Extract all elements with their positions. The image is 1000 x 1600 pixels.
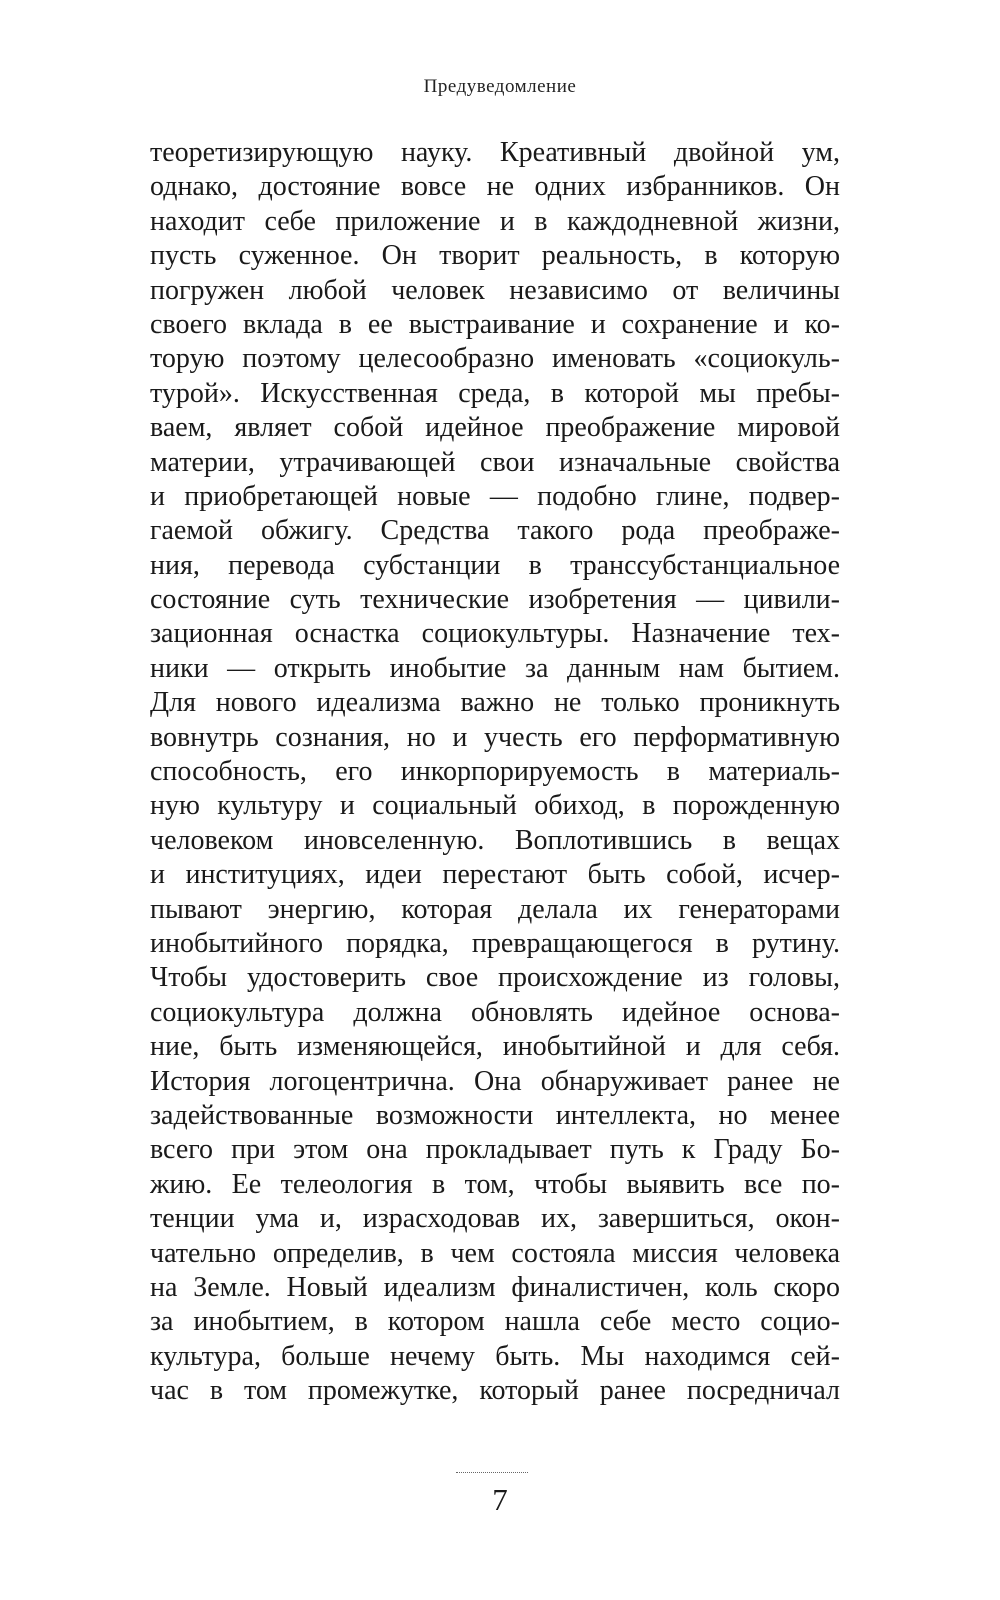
- text-line: час в том промежутке, который ранее посредничал: [150, 1375, 840, 1407]
- text-line: пусть суженное. Он творит реальность, в которую: [150, 240, 840, 272]
- page-number: 7: [492, 1482, 508, 1517]
- text-line: погружен любой человек независимо от величины: [150, 274, 840, 306]
- text-line: тенции ума и, израсходовав их, завершиться, окон-: [150, 1203, 840, 1235]
- text-line: культура, больше нечему быть. Мы находимся сей-: [150, 1340, 840, 1372]
- text-line: задействованные возможности интеллекта, но менее: [150, 1099, 840, 1131]
- text-line: ники — открыть инобытие за данным нам бытием.: [150, 652, 840, 684]
- text-line: История логоцентрична. Она обнаруживает ранее не: [150, 1065, 840, 1097]
- text-line: состояние суть технические изобретения — цивили-: [150, 584, 840, 616]
- running-header: Предуведомление: [423, 76, 577, 97]
- text-line: вовнутрь сознания, но и учесть его перформативную: [150, 721, 840, 753]
- text-line: ние, быть изменяющейся, инобытийной и для себя.: [150, 1031, 840, 1063]
- text-line: ную культуру и социальный обиход, в порожденную: [150, 790, 840, 822]
- text-line: зационная оснастка социокультуры. Назначение тех-: [150, 618, 840, 650]
- text-line: жию. Ее телеология в том, чтобы выявить все по-: [150, 1168, 840, 1200]
- text-line: материи, утрачивающей свои изначальные свойства: [150, 446, 840, 478]
- text-line: торую поэтому целесообразно именовать «социокуль-: [150, 343, 840, 375]
- text-line: способность, его инкорпорируемость в материаль-: [150, 756, 840, 788]
- text-line: инобытийного порядка, превращающегося в рутину.: [150, 927, 840, 959]
- text-line: своего вклада в ее выстраивание и сохранение и ко-: [150, 308, 840, 340]
- text-line: Чтобы удостоверить свое происхождение из головы,: [150, 962, 840, 994]
- text-line: за инобытием, в котором нашла себе место социо-: [150, 1306, 840, 1338]
- text-line: всего при этом она прокладывает путь к Граду Бо-: [150, 1134, 840, 1166]
- text-line: и институциях, идеи перестают быть собой, исчер-: [150, 859, 840, 891]
- footer-divider: [456, 1472, 528, 1473]
- text-line: на Земле. Новый идеализм финалистичен, коль скоро: [150, 1271, 840, 1303]
- text-line: однако, достояние вовсе не одних избранников. Он: [150, 171, 840, 203]
- text-line: ния, перевода субстанции в транссубстанциальное: [150, 549, 840, 581]
- text-line: социокультура должна обновлять идейное основа-: [150, 996, 840, 1028]
- text-line: турой». Искусственная среда, в которой мы пребы-: [150, 377, 840, 409]
- text-line: ваем, являет собой идейное преображение мировой: [150, 412, 840, 444]
- body-text: [150, 136, 840, 1408]
- text-line: Для нового идеализма важно не только проникнуть: [150, 687, 840, 719]
- text-line: гаемой обжигу. Средства такого рода преображе-: [150, 515, 840, 547]
- text-line: находит себе приложение и в каждодневной жизни,: [150, 205, 840, 237]
- text-line: теоретизирующую науку. Креативный двойной ум,: [150, 137, 840, 168]
- text-line: и приобретающей новые — подобно глине, подвер-: [150, 480, 840, 512]
- text-line: человеком иновселенную. Воплотившись в вещах: [150, 824, 840, 856]
- text-line: чательно определив, в чем состояла миссия человека: [150, 1237, 840, 1269]
- text-line: пывают энергию, которая делала их генераторами: [150, 893, 840, 925]
